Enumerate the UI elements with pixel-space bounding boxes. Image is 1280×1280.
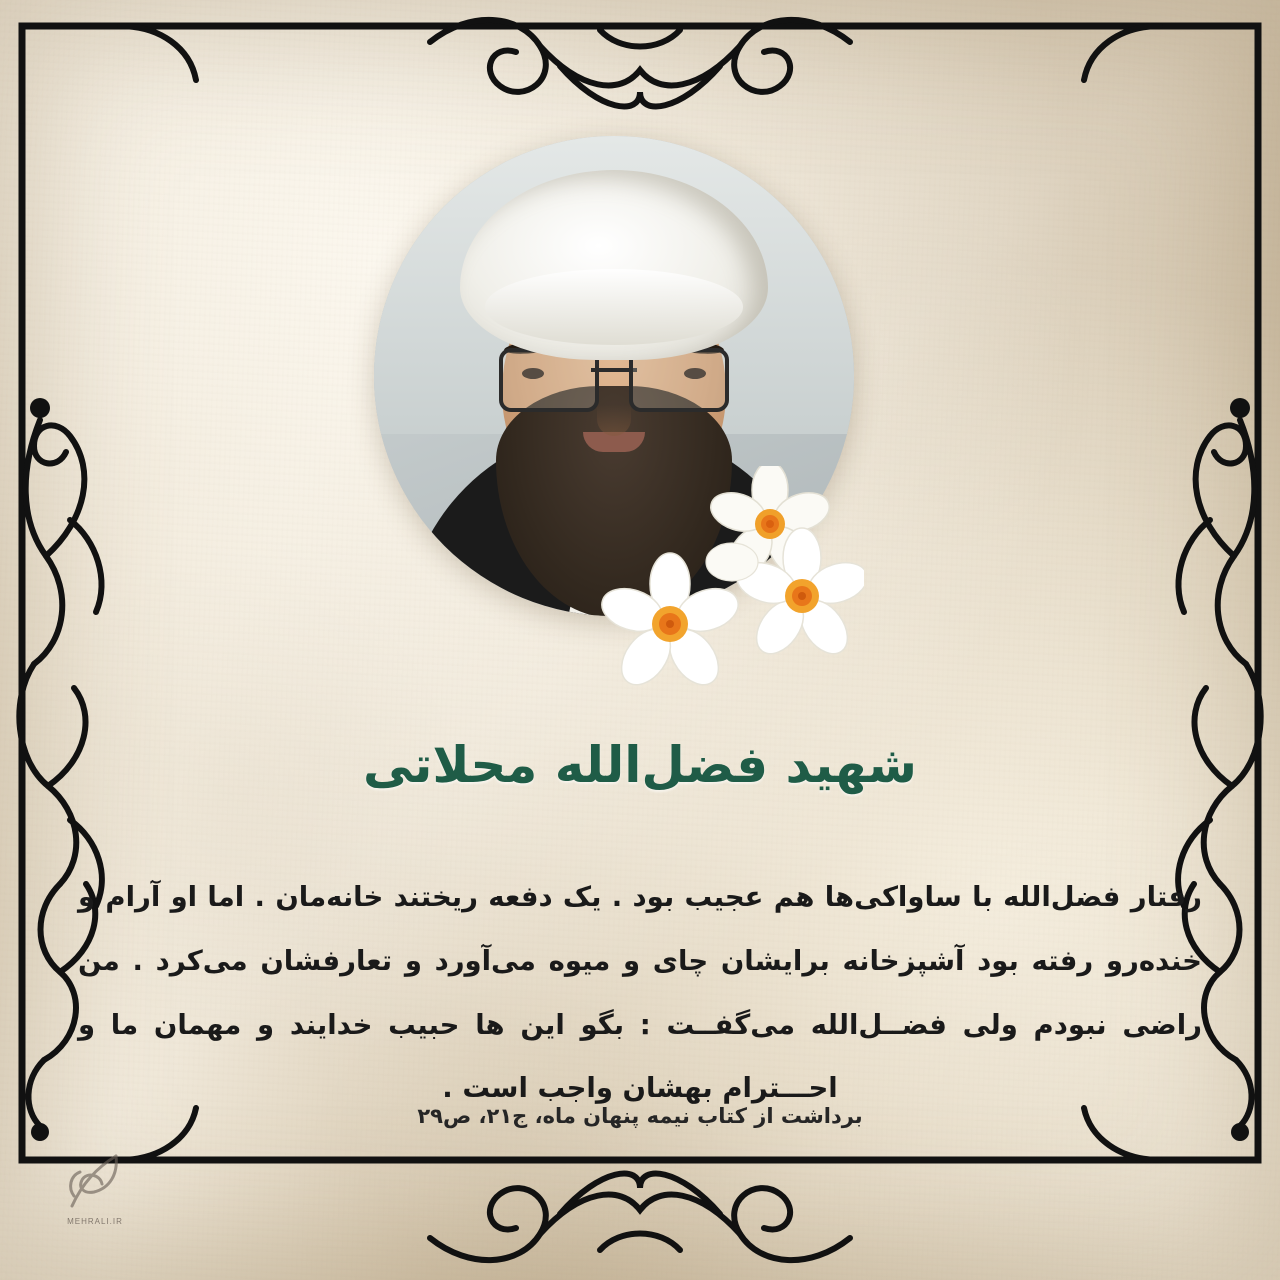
page-title: شهید فضل‌الله محلاتی xyxy=(363,736,917,794)
narcissus-flowers-icon xyxy=(592,466,864,698)
logo-caption: MEHRALI.IR xyxy=(67,1217,123,1226)
quote-body: رفتار فضل‌الله با ساواکی‌ها هم عجیب بود . یک دفعه ریختند خانه‌مان . اما او آرام و خنده‌رو رفته بود آشپزخانه برایشان چای و میوه می‌آورد و تعارفشان می‌کرد . من راضی نبودم ولی فضــل‌الله می‌گفــت : بگو این ها حبیب خدایند و مهمان ما و احـــترام بهشان واجب است . xyxy=(78,881,1202,1105)
leaf-logo-icon xyxy=(52,1144,138,1218)
source-citation: برداشت از کتاب نیمه پنهان ماه، ج۲۱، ص۲۹ xyxy=(417,1104,863,1128)
